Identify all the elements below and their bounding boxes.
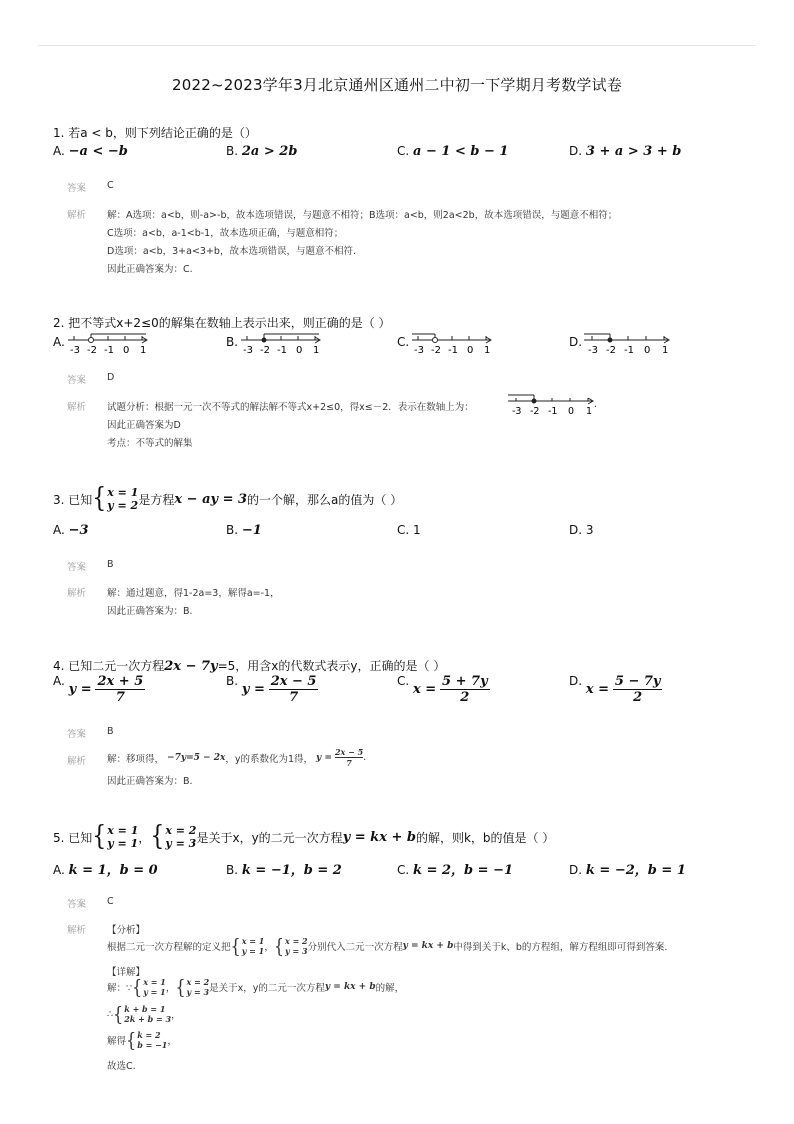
q3-stem: 3. 已知 { x = 1 y = 2 是方程 x − ay = 3 的一个解，那么a的值为（ ） <box>53 482 403 514</box>
q5-option-b: B. k = −1，b = 2 <box>226 863 342 878</box>
page-title: 2022~2023学年3月北京通州区通州二中初一下学期月考数学试卷 <box>171 76 623 94</box>
tick-label: 0 <box>296 345 303 356</box>
q2-option-d-label: D. <box>569 335 583 349</box>
tick-label: 0 <box>467 345 474 356</box>
tick-label: 0 <box>568 406 575 417</box>
q5-answer-label: 答案 <box>67 899 87 910</box>
tick-label: -1 <box>624 345 634 356</box>
q2-number-line-b <box>237 330 327 356</box>
q3-equation-system: { x = 1 y = 2 <box>92 482 139 514</box>
q5-detail-line1: 解：∵ { x = 1 y = 1 ， { x = 2 y = 3 是关于x，y的二元一次方程 y = kx + b 的解， <box>107 974 405 999</box>
q5-detail-line2: ∴ { k + b = 1 2k + b = 3 ， <box>107 1001 181 1026</box>
tick-label: -3 <box>414 345 424 356</box>
q4-option-a: A. y = $\frac{2x + 5}{7}$ <box>53 674 144 705</box>
q4-option-d: D. x = $\frac{5 - 7y}{2}$ <box>569 674 661 705</box>
q2-option-c-label: C. <box>397 335 410 349</box>
q3-analysis-label: 解析 <box>67 588 87 599</box>
q3-analysis-line2: 因此正确答案为：B. <box>107 606 193 617</box>
q3-answer-label: 答案 <box>67 562 87 573</box>
q1-option-d: D. 3 + a > 3 + b <box>569 144 682 159</box>
q4-stem: 4. 已知二元一次方程2x − 7y=5，用含x的代数式表示y，正确的是（ ） <box>53 659 446 674</box>
tick-label: -1 <box>104 345 114 356</box>
tick-label: -2 <box>87 345 97 356</box>
q5-solution-1: { x = 1 y = 1 <box>92 820 139 852</box>
q5-option-d: D. k = −2，b = 1 <box>569 863 686 878</box>
tick-label: 1 <box>313 345 320 356</box>
q5-stem: 5. 已知 { x = 1 y = 1 ， { x = 2 y = 3 是关于x，y的二元一次方程 y = kx + b 的解，则k，b的值是（ ） <box>53 820 555 852</box>
q5-answer: C <box>107 896 114 907</box>
q3-option-b: B. −1 <box>226 523 262 538</box>
tick-label: -3 <box>243 345 253 356</box>
tick-label: 0 <box>123 345 130 356</box>
q3-option-d: D. 3 <box>569 523 594 537</box>
q4-option-c: C. x = $\frac{5 + 7y}{2}$ <box>397 674 488 705</box>
q3-option-c: C. 1 <box>397 523 421 537</box>
q1-option-c: C. a − 1 < b − 1 <box>397 144 509 159</box>
tick-label: -3 <box>70 345 80 356</box>
q2-number-line-c <box>408 330 498 356</box>
q5-detail-line3: 解得 { k = 2 b = −1 ， <box>107 1027 177 1052</box>
q2-analysis-line3: 考点：不等式的解集 <box>107 438 193 449</box>
q3-answer: B <box>107 559 114 570</box>
q2-analysis-number-line <box>505 393 600 417</box>
q5-option-a: A. k = 1，b = 0 <box>53 863 158 878</box>
q4-analysis-label: 解析 <box>67 756 87 767</box>
q1-analysis-line1: 解：A选项：a<b，则-a>-b，故本选项错误，与题意不相符；B选项：a<b，则2a<2b，故本选项错误，与题意不相符； <box>107 210 618 221</box>
q5-option-c: C. k = 2，b = −1 <box>397 863 514 878</box>
tick-label: 1 <box>484 345 491 356</box>
q2-number-line-d <box>580 330 675 356</box>
q1-stem: 1. 若a < b，则下列结论正确的是（） <box>53 126 257 140</box>
tick-label: 1 <box>662 345 669 356</box>
q5-detail-heading: 【详解】 <box>107 967 146 978</box>
q1-answer-label: 答案 <box>67 183 87 194</box>
q4-analysis-line1: 解：移项得， −7y=5 − 2x ，y的系数化为1得， y = $\frac{2x - 5}{7}$ . <box>107 747 367 768</box>
q2-answer-label: 答案 <box>67 375 87 386</box>
q1-analysis-line3: D选项：a<b，3+a<3+b，故本选项错误，与题意不相符. <box>107 246 356 257</box>
q2-analysis-line2: 因此正确答案为D <box>107 420 181 431</box>
q2-answer: D <box>107 372 115 383</box>
q2-number-line-a <box>64 330 154 356</box>
q4-analysis-line2: 因此正确答案为：B. <box>107 776 193 787</box>
q1-answer: C <box>107 180 114 191</box>
tick-label: -2 <box>431 345 441 356</box>
tick-label: -2 <box>260 345 270 356</box>
q1-analysis-label: 解析 <box>67 210 87 221</box>
q2-analysis-line1: 试题分析：根据一元一次不等式的解法解不等式x+2≤0，得x≤－2．表示在数轴上为： <box>107 402 474 413</box>
q3-analysis-line1: 解：通过题意，得1-2a=3，解得a=-1， <box>107 588 280 599</box>
tick-label: -3 <box>512 406 522 417</box>
tick-label: -1 <box>548 406 558 417</box>
q2-option-a-label: A. <box>53 335 65 349</box>
q3-option-a: A. −3 <box>53 523 89 538</box>
tick-label: -2 <box>606 345 616 356</box>
q4-option-b: B. y = $\frac{2x - 5}{7}$ <box>226 674 317 705</box>
tick-label: 1 <box>586 406 593 417</box>
q1-analysis-line2: C选项：a<b，a-1<b-1，故本选项正确，与题意相符； <box>107 228 344 239</box>
tick-label: 0 <box>644 345 651 356</box>
tick-label: -3 <box>588 345 598 356</box>
q5-analysis-heading: 【分析】 <box>107 925 146 936</box>
q2-option-b-label: B. <box>226 335 239 349</box>
q1-option-a: A. −a < −b <box>53 144 128 159</box>
q5-final: 故选C. <box>107 1061 136 1072</box>
q1-analysis-line4: 因此正确答案为：C. <box>107 264 193 275</box>
tick-label: -1 <box>277 345 287 356</box>
tick-label: 1 <box>140 345 147 356</box>
q5-analysis-line1: 根据二元一次方程解的定义把 { x = 1 y = 1 ， { x = 2 y = 3 分别代入二元一次方程 y = kx + b 中得到关于k、b的方程组，解方程组即可得到答案. <box>107 933 668 958</box>
tick-label: -1 <box>448 345 458 356</box>
q2-analysis-end-dot: . <box>594 399 598 410</box>
q2-stem: 2. 把不等式x+2≤0的解集在数轴上表示出来，则正确的是（ ） <box>53 316 391 330</box>
q5-solution-2: { x = 2 y = 3 <box>150 820 197 852</box>
q2-analysis-label: 解析 <box>67 402 87 413</box>
header-divider <box>38 45 756 46</box>
q1-option-b: B. 2a > 2b <box>226 144 298 159</box>
q4-answer: B <box>107 726 114 737</box>
q5-analysis-label: 解析 <box>67 925 87 936</box>
tick-label: -2 <box>530 406 540 417</box>
q4-answer-label: 答案 <box>67 729 87 740</box>
